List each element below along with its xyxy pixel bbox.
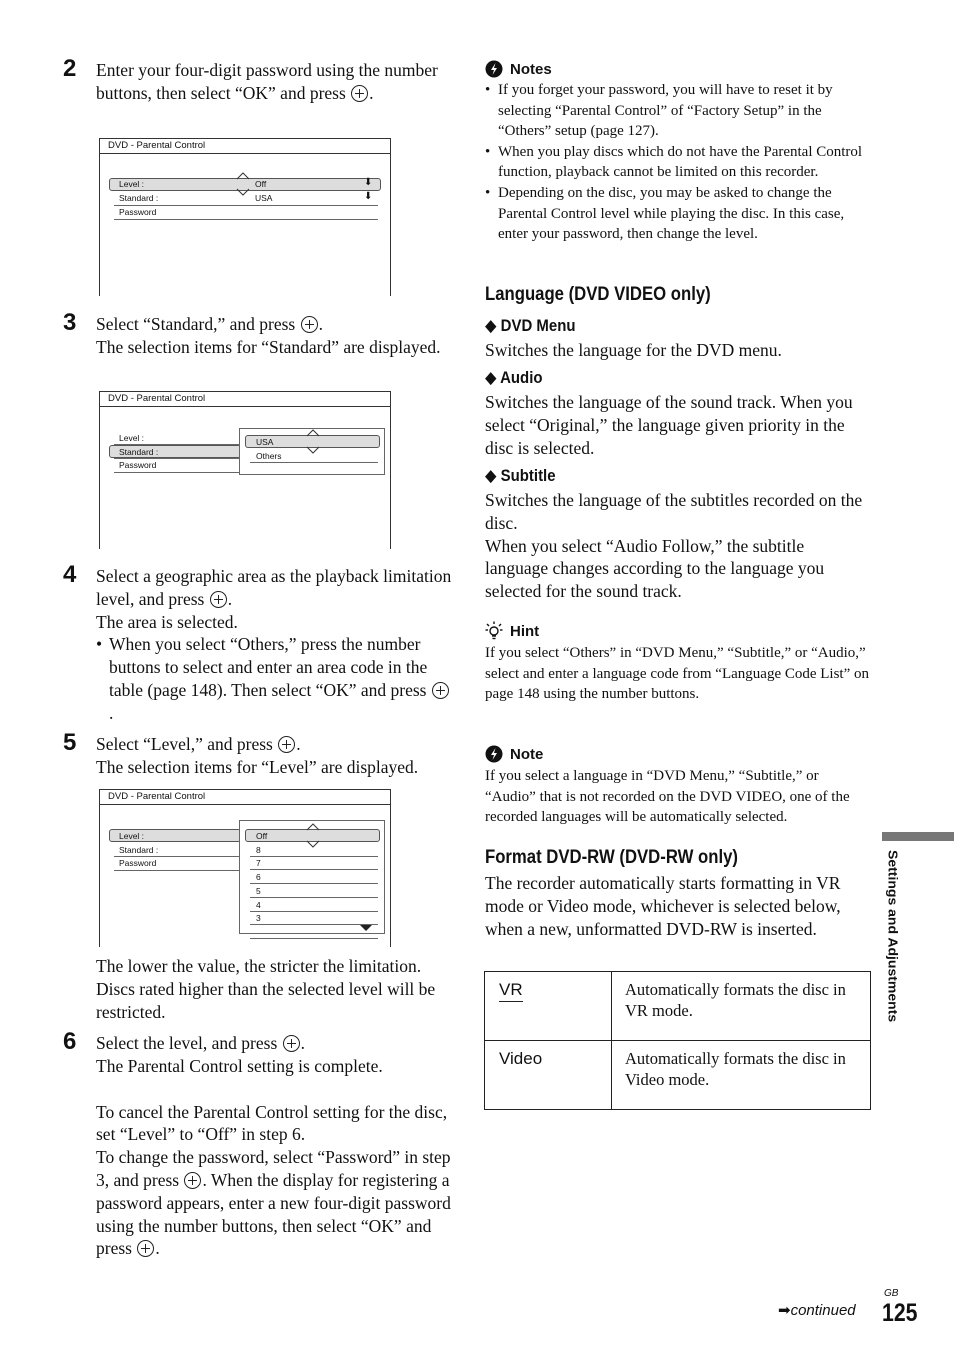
format-option: VR: [499, 980, 523, 1002]
note-text: If you select a language in “DVD Menu,” “Subtitle,” or “Audio” that is not recorded on the DVD VIDEO, one of the recorded languages will be automatically selected.: [485, 768, 850, 826]
enter-button-icon: [137, 1240, 154, 1257]
format-options-table: [484, 971, 871, 1110]
screen-title: DVD - Parental Control: [108, 140, 206, 151]
note-item: • If you forget your password, you will have to reset it by selecting “Parental Control” of “Factory Setup” in the “Others” setup (page 127).: [485, 80, 870, 142]
enter-button-icon: [301, 316, 318, 333]
step-4-bullets: [96, 633, 453, 724]
subtitle-text: Switches the language of the subtitles recorded on the disc. When you select “Audio Follow,” the subtitle language changes according to the language you selected for the sound track.: [485, 490, 863, 602]
format-text: The recorder automatically starts formatting in VR mode or Video mode, whichever is selected below, when a new, unformatted DVD-RW is inserted.: [485, 873, 841, 939]
enter-button-icon: [432, 682, 449, 699]
level-option: Off: [256, 831, 268, 841]
screen-title: DVD - Parental Control: [108, 393, 206, 404]
diamond-bullet-icon: ◆: [485, 466, 497, 485]
notes-list: [485, 80, 870, 245]
region-code: GB: [884, 1288, 899, 1299]
step-2-text: Enter your four-digit password using the number buttons, then select “OK” and press .: [96, 60, 438, 103]
level-option: 3: [256, 913, 261, 924]
cursor-caret-icon: [236, 188, 250, 196]
parental-control-screen-2: [99, 391, 391, 549]
option-usa: USA: [256, 437, 274, 447]
parental-control-screen-1: [99, 138, 391, 296]
standard-options-popup: [239, 428, 385, 475]
format-heading: Format DVD-RW (DVD-RW only): [485, 847, 738, 868]
level-option: 6: [256, 872, 261, 883]
dvd-menu-text: Switches the language for the DVD menu.: [485, 340, 782, 360]
standard-label: Standard :: [119, 193, 159, 203]
page-number: 125: [882, 1299, 918, 1327]
enter-button-icon: [351, 85, 368, 102]
list-item: • When you select “Others,” press the number buttons to select and enter an area code in the table (page 148). Then select “OK” and press .: [96, 633, 453, 724]
diamond-bullet-icon: ◆: [485, 368, 497, 387]
section-tab: [882, 832, 954, 841]
level-option: 7: [256, 858, 261, 869]
table-row: [485, 972, 871, 1041]
step-number: 2: [63, 55, 77, 82]
level-label: Level :: [119, 831, 145, 841]
level-label: Level :: [119, 433, 145, 443]
enter-button-icon: [184, 1172, 201, 1189]
enter-button-icon: [278, 736, 295, 753]
note-icon: [485, 60, 503, 78]
continued-label: ➡continued: [778, 1302, 856, 1319]
format-option-description: Automatically formats the disc in Video mode.: [612, 1041, 871, 1110]
arrow-down-icon: ⬇: [364, 177, 373, 188]
hint-text: If you select “Others” in “DVD Menu,” “Subtitle,” or “Audio,” select and enter a language code from “Language Code List” on page 148 using the number buttons.: [485, 645, 870, 703]
option-others: Others: [256, 451, 282, 461]
cursor-caret-icon: [306, 429, 320, 437]
level-label: Level :: [119, 179, 145, 189]
notes-heading: Notes: [510, 61, 552, 78]
step-4-text: Select a geographic area as the playback limitation level, and press . The area is selected. • When you select “Others,” press the number buttons to select and enter an area code in the table (page 148). Then select “OK” and press .: [96, 565, 453, 725]
level-explanation: The lower the value, the stricter the limitation. Discs rated higher than the selected level will be restricted.: [96, 956, 436, 1022]
standard-value: USA: [255, 193, 273, 203]
standard-label: Standard :: [119, 845, 159, 855]
step-number: 4: [63, 561, 77, 588]
password-label: Password: [119, 460, 157, 470]
subtitle-subheading: ◆ Subtitle: [485, 466, 556, 485]
parental-control-screen-3: [99, 789, 391, 947]
language-heading: Language (DVD VIDEO only): [485, 284, 711, 305]
format-option-description: Automatically formats the disc in VR mode.: [612, 972, 871, 1041]
screen-title: DVD - Parental Control: [108, 791, 206, 802]
cursor-caret-icon: [306, 823, 320, 831]
step-3-text: Select “Standard,” and press . The selection items for “Standard” are displayed.: [96, 314, 441, 357]
audio-subheading: ◆ Audio: [485, 368, 543, 387]
note-icon: [485, 745, 503, 763]
step-number: 3: [63, 309, 77, 336]
level-option: 5: [256, 885, 261, 896]
scroll-down-icon: [360, 925, 372, 932]
section-side-label: Settings and Adjustments: [885, 850, 900, 1023]
note-item: • Depending on the disc, you may be asked to change the Parental Control level while playing the disc. In this case, enter your password, then change the level.: [485, 183, 870, 245]
arrow-right-icon: ➡: [778, 1302, 791, 1319]
level-option: 8: [256, 844, 261, 855]
step-number: 5: [63, 729, 77, 756]
cursor-caret-icon: [306, 840, 320, 848]
dvd-menu-subheading: ◆ DVD Menu: [485, 316, 576, 335]
hint-heading: Hint: [510, 623, 540, 640]
standard-label: Standard :: [119, 447, 159, 457]
password-label: Password: [119, 207, 157, 217]
format-option: Video: [499, 1049, 543, 1068]
level-option: 4: [256, 899, 261, 910]
step-5-text: Select “Level,” and press . The selection items for “Level” are displayed.: [96, 734, 419, 777]
password-label: Password: [119, 858, 157, 868]
cursor-caret-icon: [236, 172, 250, 180]
enter-button-icon: [210, 591, 227, 608]
diamond-bullet-icon: ◆: [485, 316, 497, 335]
note-heading: Note: [510, 746, 544, 763]
step-6-text: Select the level, and press . The Parental Control setting is complete. To cancel the Parental Control setting for the disc, set “Level” to “Off” in step 6. To change the password, select “Password” in step 3, and press . When the display for registering a password appears, enter a new four-digit password using the number buttons, then select “OK” and press .: [96, 1033, 451, 1259]
audio-text: Switches the language of the sound track. When you select “Original,” the language given priority in the disc is selected.: [485, 392, 853, 458]
note-item: • When you play discs which do not have the Parental Control function, playback cannot be limited on this recorder.: [485, 142, 870, 183]
level-options-popup: [239, 820, 385, 934]
step-number: 6: [63, 1028, 77, 1055]
arrow-down-icon: ⬇: [364, 191, 373, 202]
cursor-caret-icon: [306, 446, 320, 454]
enter-button-icon: [283, 1035, 300, 1052]
level-value: Off: [255, 179, 267, 189]
hint-lightbulb-icon: [485, 621, 503, 641]
table-row: [485, 1041, 871, 1110]
